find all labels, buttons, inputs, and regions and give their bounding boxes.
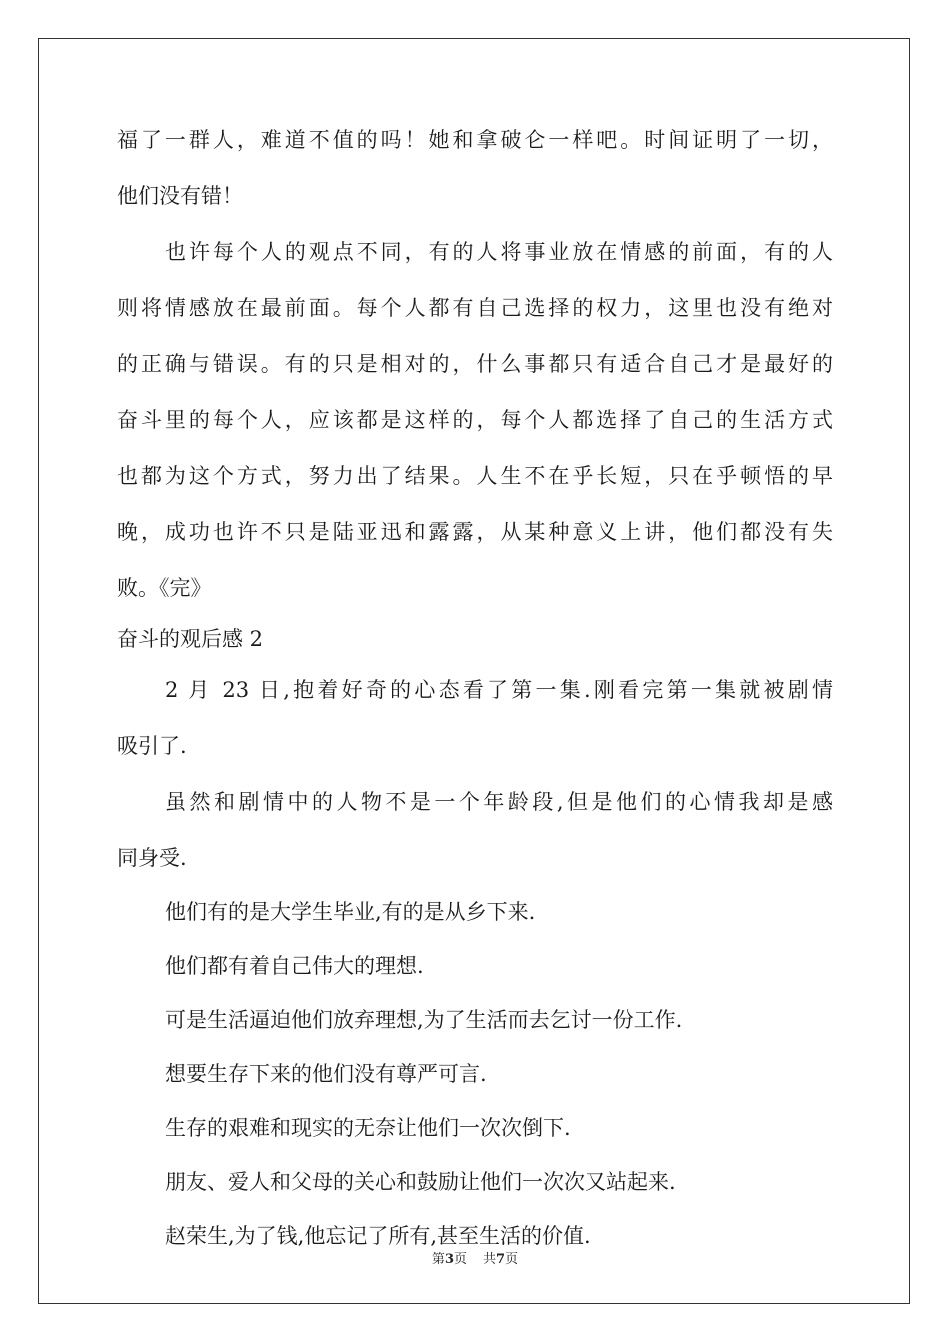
- paragraph-line: 他们没有错！: [117, 184, 243, 208]
- paragraph-3: [117, 675, 833, 761]
- paragraph-line: 吸引了.: [117, 734, 187, 758]
- document-body: [117, 125, 833, 1251]
- list-item: 生存的艰难和现实的无奈让他们一次次倒下.: [165, 1116, 571, 1140]
- page-number-prefix: 第: [431, 1252, 445, 1267]
- total-pages: 7: [496, 1252, 506, 1267]
- total-pages-prefix: 共: [483, 1252, 497, 1267]
- paragraph-line: 也都为这个方式，努力出了结果。人生不在乎长短，只在乎顿悟的早: [117, 464, 833, 488]
- list-item: 他们有的是大学生毕业,有的是从乡下来.: [165, 900, 536, 924]
- paragraph-line: 晚，成功也许不只是陆亚迅和露露，从某种意义上讲，他们都没有失: [117, 520, 833, 544]
- list-item: 可是生活逼迫他们放弃理想,为了生活而去乞讨一份工作.: [165, 1008, 683, 1032]
- list-item: 他们都有着自己伟大的理想.: [165, 954, 424, 978]
- list-item: 想要生存下来的他们没有尊严可言.: [165, 1062, 487, 1086]
- paragraph-line: 虽然和剧情中的人物不是一个年龄段,但是他们的心情我却是感: [165, 790, 833, 814]
- section-title: 奋斗的观后感 2: [117, 627, 264, 651]
- total-pages-suffix: 页: [505, 1252, 519, 1267]
- list-item: 朋友、爱人和父母的关心和鼓励让他们一次次又站起来.: [165, 1170, 676, 1194]
- paragraph-line: 同身受.: [117, 846, 187, 870]
- paragraph-line: 也许每个人的观点不同，有的人将事业放在情感的前面，有的人: [165, 240, 833, 264]
- paragraph-line: 则将情感放在最前面。每个人都有自己选择的权力，这里也没有绝对: [117, 296, 833, 320]
- paragraph-line: 败。《完》: [117, 576, 212, 600]
- paragraph-line: 福了一群人，难道不值的吗！她和拿破仑一样吧。时间证明了一切，: [117, 128, 833, 152]
- paragraph-line: 2 月 23 日,抱着好奇的心态看了第一集.刚看完第一集就被剧情: [165, 678, 833, 702]
- page-number: 3: [444, 1252, 454, 1267]
- paragraph-line: 奋斗里的每个人，应该都是这样的，每个人都选择了自己的生活方式: [117, 408, 833, 432]
- list-item: 赵荣生,为了钱,他忘记了所有,甚至生活的价值.: [165, 1224, 591, 1248]
- paragraph-4: [117, 787, 833, 873]
- paragraph-2: [117, 237, 833, 603]
- paragraph-1: [117, 125, 833, 211]
- page-footer: [0, 1248, 950, 1267]
- paragraph-line: 的正确与错误。有的只是相对的，什么事都只有适合自己才是最好的: [117, 352, 833, 376]
- page-number-suffix: 页: [453, 1252, 467, 1267]
- short-lines-list: [117, 897, 833, 1251]
